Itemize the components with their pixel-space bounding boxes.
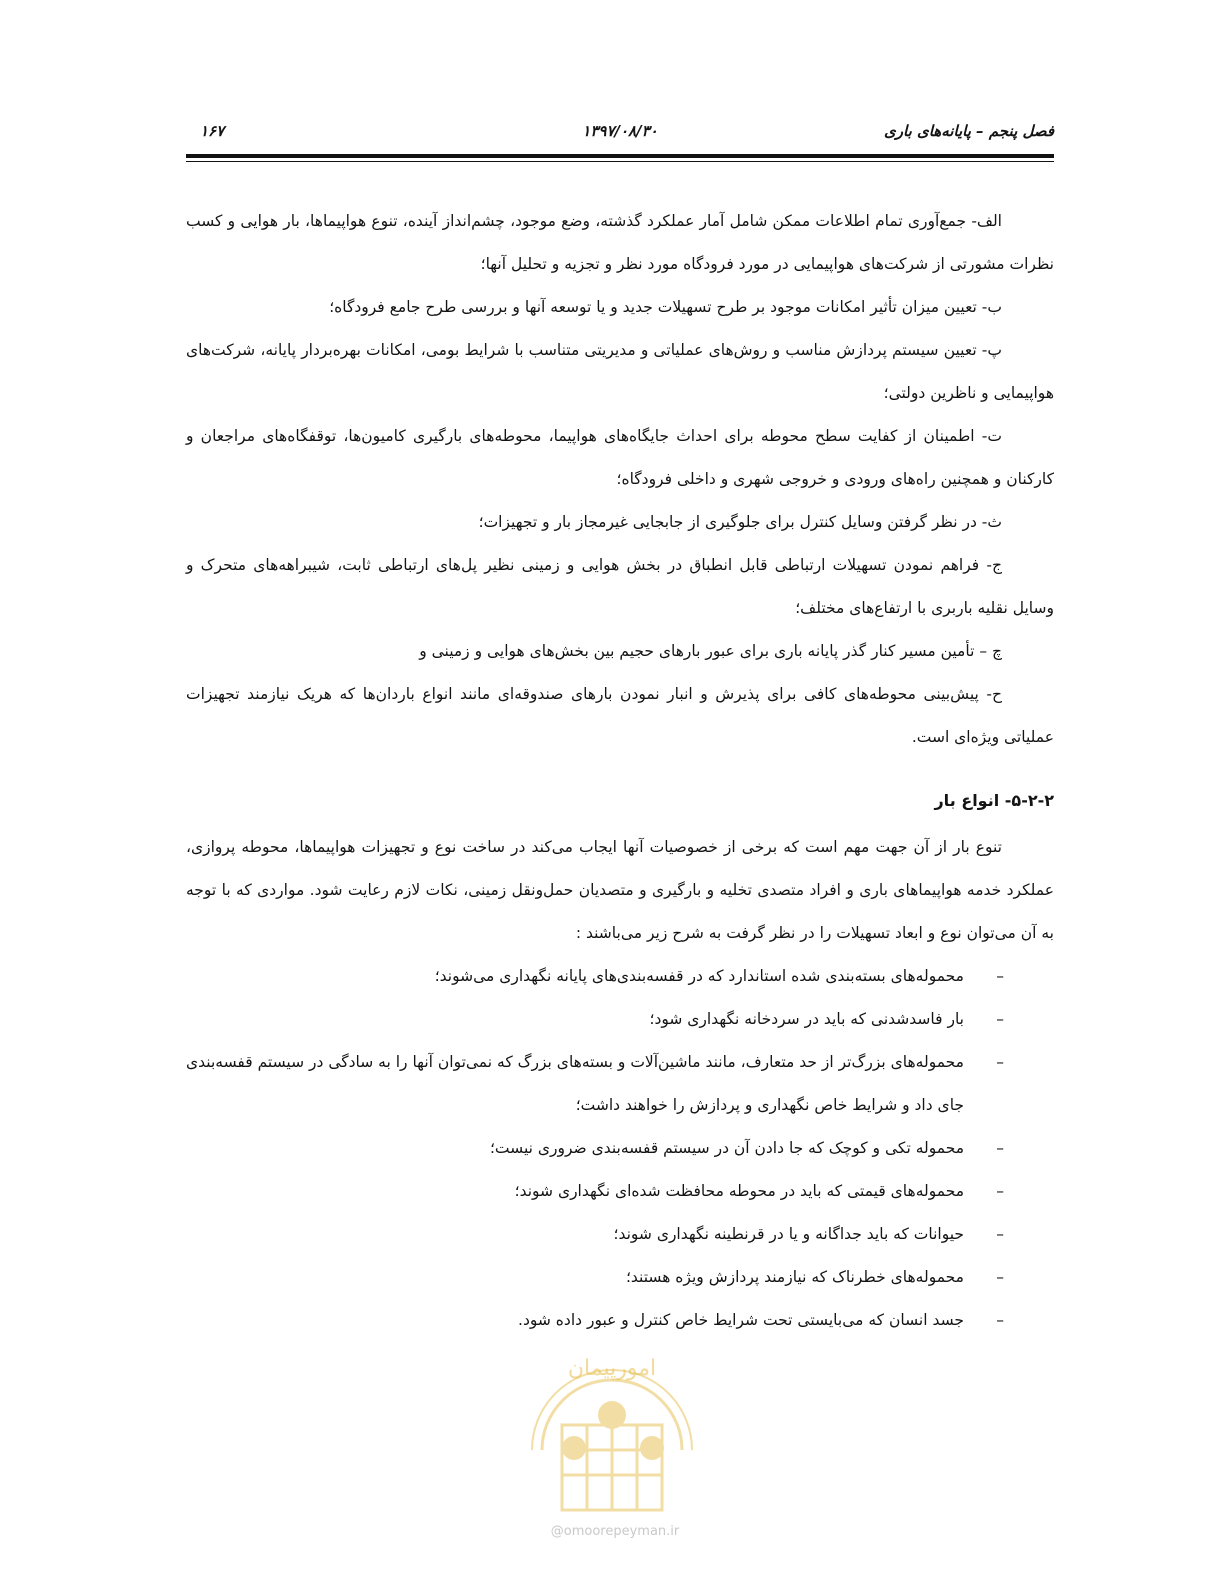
- paragraph-pe: پ- تعیین سیستم پردازش مناسب و روش‌های عملیاتی و مدیریتی متناسب با شرایط بومی، امکانات بهره‌بردار پایانه، شرکت‌های هواپیمایی و ناظرین دولتی؛: [186, 341, 1054, 402]
- paragraph-alef: الف- جمع‌آوری تمام اطلاعات ممکن شامل آمار عملکرد گذشته، وضع موجود، چشم‌انداز آینده، تنوع هواپیماها، بار هوایی و کسب نظرات مشورتی از شرکت‌های هواپیمایی در مورد فرودگاه مورد نظر و تجزیه و تحلیل آنها؛: [186, 212, 1054, 273]
- list-item: – حیوانات که باید جداگانه و یا در قرنطینه نگهداری شوند؛: [186, 1213, 1004, 1256]
- list-item: – محموله‌های خطرناک که نیازمند پردازش ویژه هستند؛: [186, 1256, 1004, 1299]
- section-title: ۵-۲-۲- انواع بار: [934, 791, 1054, 810]
- paragraph-che: چ – تأمین مسیر کنار گذر پایانه باری برای عبور بارهای حجیم بین بخش‌های هوایی و زمینی و: [419, 642, 1002, 660]
- bullet-dash: –: [996, 1010, 1004, 1028]
- paragraph-be: ب- تعیین میزان تأثیر امکانات موجود بر طرح تسهیلات جدید و یا توسعه آنها و بررسی طرح جامع فرودگاه؛: [329, 298, 1002, 316]
- page-header: [186, 118, 1054, 148]
- header-rule-thick: [186, 154, 1054, 158]
- chapter-title: فصل پنجم – پایانه‌های باری: [884, 122, 1054, 140]
- watermark-logo-text: امورپیمان: [567, 1356, 657, 1381]
- bullet-dash: –: [996, 1268, 1004, 1286]
- body-content: [186, 200, 1054, 1342]
- list-item: – محموله تکی و کوچک که جا دادن آن در سیستم قفسه‌بندی ضروری نیست؛: [186, 1127, 1004, 1170]
- paragraph-he: ح- پیش‌بینی محوطه‌های کافی برای پذیرش و انبار نمودن بارهای صندوقه‌ای مانند انواع باردان‌ها که هریک نیازمند تجهیزات عملیاتی ویژه‌ای است.: [186, 685, 1054, 746]
- section-intro: تنوع بار از آن جهت مهم است که برخی از خصوصیات آنها ایجاب می‌کند در ساخت نوع و تجهیزات هواپیماها، محوطه پروازی، عملکرد خدمه هواپیماهای باری و افراد متصدی تخلیه و بارگیری و متصدیان حمل‌ونقل زمینی، نکات لازم رعایت شود. مواردی که با توجه به آن می‌توان نوع و ابعاد تسهیلات را در نظر گرفت به شرح زیر می‌باشند :: [186, 838, 1054, 942]
- bullet-dash: –: [996, 1182, 1004, 1200]
- cargo-types-list: [186, 955, 1054, 1342]
- watermark-url: @omoorepeyman.ir: [550, 1524, 680, 1539]
- bullet-dash: –: [996, 1311, 1004, 1329]
- bullet-dash: –: [996, 967, 1004, 985]
- paragraph-te: ت- اطمینان از کفایت سطح محوطه برای احداث جایگاه‌های هواپیما، محوطه‌های بارگیری کامیون‌ها، توقفگاه‌های مراجعان و کارکنان و همچنین راه‌های ورودی و خروجی شهری و داخلی فرودگاه؛: [186, 427, 1054, 488]
- paragraph-se: ث- در نظر گرفتن وسایل کنترل برای جلوگیری از جابجایی غیرمجاز بار و تجهیزات؛: [478, 513, 1002, 531]
- list-item: – محموله‌های قیمتی که باید در محوطه محافظت شده‌ای نگهداری شوند؛: [186, 1170, 1004, 1213]
- header-rule-thin: [186, 161, 1054, 162]
- bullet-dash: –: [996, 1139, 1004, 1157]
- list-item: – محموله‌های بزرگ‌تر از حد متعارف، مانند ماشین‌آلات و بسته‌های بزرگ که نمی‌توان آنها را به سادگی در سیستم قفسه‌بندی جای داد و شرایط خاص نگهداری و پردازش را خواهند داشت؛: [186, 1041, 1004, 1127]
- page-number: ۱۶۷: [200, 122, 225, 140]
- list-item: – محموله‌های بسته‌بندی شده استاندارد که در قفسه‌بندی‌های پایانه نگهداری می‌شوند؛: [186, 955, 1004, 998]
- list-item: – جسد انسان که می‌بایستی تحت شرایط خاص کنترل و عبور داده شود.: [186, 1299, 1004, 1342]
- header-date: ۱۳۹۷/۰۸/۳۰: [582, 122, 658, 140]
- watermark-logo: [512, 1330, 712, 1530]
- list-item: – بار فاسدشدنی که باید در سردخانه نگهداری شود؛: [186, 998, 1004, 1041]
- paragraph-jim: ج- فراهم نمودن تسهیلات ارتباطی قابل انطباق در بخش هوایی و زمینی نظیر پل‌های ارتباطی ثابت، شیبراهه‌های متحرک و وسایل نقلیه باربری با ارتفاع‌های مختلف؛: [186, 556, 1054, 617]
- bullet-dash: –: [996, 1225, 1004, 1243]
- bullet-dash: –: [996, 1053, 1004, 1071]
